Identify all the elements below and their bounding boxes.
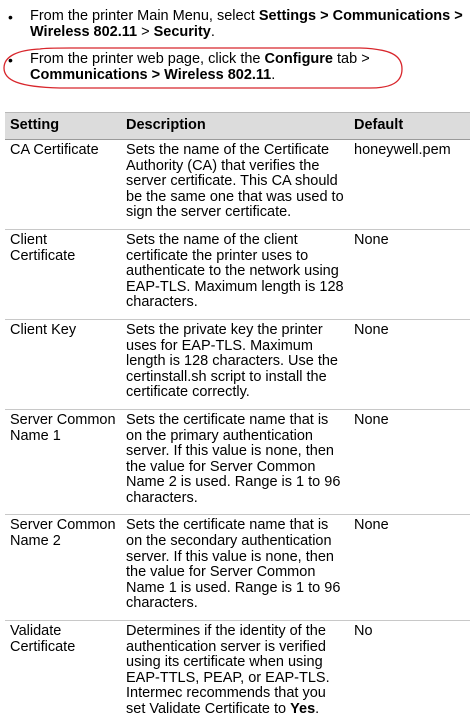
- table-row: [5, 621, 470, 726]
- bold-text: Yes: [290, 701, 316, 717]
- text-run: .: [210, 23, 215, 40]
- setting-cell: Client Key: [5, 319, 121, 409]
- text-run: From the printer web page, click the: [30, 51, 265, 67]
- settings-table: [5, 112, 470, 726]
- table-row: [5, 140, 470, 230]
- text-run: tab >: [333, 51, 370, 67]
- text-run: Sets the certificate name that is on the secondary authentication server. If this value is none, then the value for Server Common Name 1 is used. Range is 1 to 96 characters.: [126, 517, 341, 612]
- bold-text: Security: [153, 23, 211, 40]
- default-cell: No: [354, 623, 373, 640]
- bullet-dot: •: [8, 52, 13, 68]
- table-header-row: [5, 113, 470, 140]
- text-run: Sets the name of the client certificate the printer uses to authenticate to the network using EAP-TLS. Maximum length is 128 characters.: [126, 231, 344, 311]
- description-cell: [121, 621, 349, 726]
- table-row: [5, 409, 470, 515]
- setting-cell: CA Certificate: [5, 140, 121, 230]
- description-cell: [121, 319, 349, 409]
- red-highlight-outline: [0, 0, 474, 110]
- text-run: Sets the private key the printer uses for EAP-TLS. Maximum length is 128 characters. Use the certinstall.sh script to install the certificate correctly.: [126, 321, 338, 401]
- text-run: From the printer Main Menu, select: [30, 8, 259, 24]
- default-cell: None: [349, 319, 470, 409]
- table-row: [5, 319, 470, 409]
- header-description: Description: [121, 113, 349, 140]
- bold-text: Configure: [264, 51, 333, 67]
- text-run: Sets the name of the Certificate Authority (CA) that verifies the server certificate. This CA should be the same one that was used to sign the server certificate.: [126, 142, 344, 221]
- text-run: Determines if the identity of the authentication server is verified using its certificate when using EAP-TTLS, PEAP, or EAP-TLS. Intermec recommends that you set Validate Certificate to: [126, 623, 330, 717]
- description-cell: [121, 515, 349, 621]
- setting-cell: Server Common Name 2: [5, 515, 121, 621]
- default-cell: None: [349, 515, 470, 621]
- default-cell: None: [349, 229, 470, 319]
- description-cell: [121, 229, 349, 319]
- default-cell: honeywell.pem: [349, 140, 470, 230]
- text-run: >: [137, 23, 154, 40]
- description-cell: [121, 140, 349, 230]
- text-run: .: [271, 66, 276, 83]
- bold-text: Communications > Wireless 802.11: [30, 66, 272, 83]
- header-setting: Setting: [5, 113, 121, 140]
- setting-cell: Client Certificate: [5, 229, 121, 319]
- setting-cell: Server Common Name 1: [5, 409, 121, 515]
- bullet-dot: •: [8, 9, 13, 25]
- description-cell: [121, 409, 349, 515]
- table-row: [5, 229, 470, 319]
- table-row: [5, 515, 470, 621]
- bold-text: Settings > Communications > Wireless 802.11: [30, 8, 463, 40]
- default-cell: None: [349, 409, 470, 515]
- text-run: Sets the certificate name that is on the primary authentication server. If this value is none, then the value for Server Common Name 2 is used. Range is 1 to 96 characters.: [126, 411, 341, 506]
- header-default: Default: [349, 113, 470, 140]
- text-run: .: [315, 701, 320, 717]
- setting-cell: Validate Certificate: [10, 623, 76, 655]
